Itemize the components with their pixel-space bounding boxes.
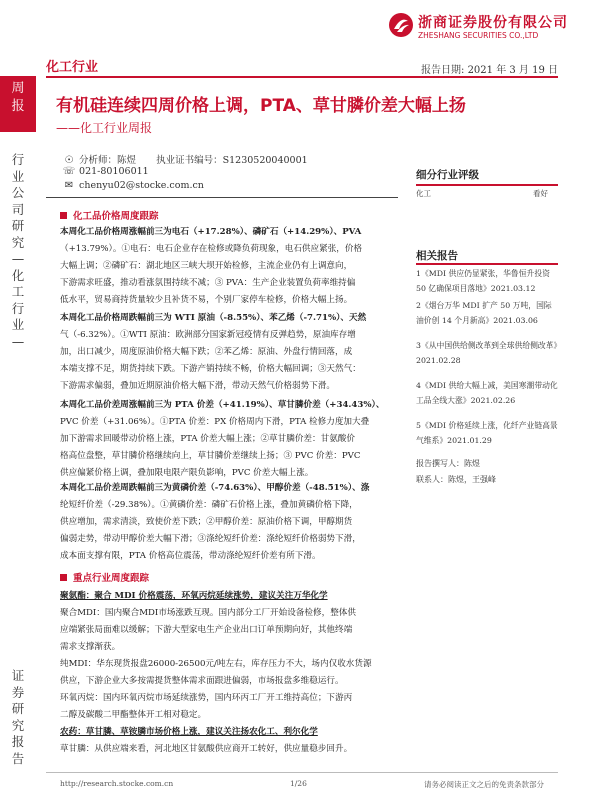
para-line: 大幅上调；②磷矿石：湖北地区三峡大坝开始检修，主流企业仍有上调意向， bbox=[60, 261, 353, 271]
rating-heading: 细分行业评级 bbox=[416, 169, 479, 181]
analyst-phone-row bbox=[62, 166, 149, 177]
para-line: 二醇及碳酸二甲酯整体开工相对稳定。 bbox=[60, 710, 207, 720]
section-industry-tracking-heading: 重点行业周度跟踪 bbox=[60, 570, 149, 584]
para-line: 应端紧张局面难以缓解；下游大型家电生产企业出口订单预期向好，其他终端 bbox=[60, 625, 353, 635]
weekly-label: 周 报 bbox=[11, 81, 25, 114]
rating-value: 看好 bbox=[533, 189, 548, 198]
related-report-4[interactable]: 4《MDI 供给大幅上减，美国寒潮带动化工品全线大涨》2021.02.26 bbox=[416, 381, 558, 405]
para-line: 需求支撑渐获。 bbox=[60, 642, 121, 652]
report-writer: 报告撰写人：陈煜 bbox=[416, 459, 480, 468]
side-category: 行 业 公 司 研 究 — 化 工 行 业 — bbox=[11, 152, 25, 349]
analyst-name: 分析师：陈煜 bbox=[79, 155, 137, 166]
para-line: 聚氨酯：聚合 MDI 价格震荡，环氧丙烷延续涨势，建议关注万华化学 bbox=[60, 591, 328, 601]
paragraph-price-gainers bbox=[60, 224, 402, 309]
report-subtitle: ——化工行业周报 bbox=[56, 121, 153, 135]
analyst-divider bbox=[46, 197, 398, 198]
analyst-cert: 执业证书编号：S1230520040001 bbox=[156, 155, 308, 166]
para-line: 偏弱走势，带动甲醇价差大幅下滑；③涤纶短纤价差：涤纶短纤价格弱势下滑， bbox=[60, 534, 361, 544]
report-title: 有机硅连续四周价格上调，PTA、草甘膦价差大幅上扬 bbox=[56, 96, 466, 116]
analyst-email[interactable]: chenyu02@stocke.com.cn bbox=[79, 180, 204, 191]
para-line: 下游需求偏弱，叠加近期原油价格大幅下滑，带动天然气价格弱势下滑。 bbox=[60, 381, 336, 391]
paragraph-spread-gainers bbox=[60, 397, 402, 482]
para-line: 供应偏紧价格上调，叠加限电限产限负影响，PVC 价差大幅上涨。 bbox=[60, 468, 314, 478]
rating-divider bbox=[416, 184, 558, 186]
para-line: 加下游需求回暖带动价格上涨，PTA 价差大幅上涨；②草甘膦价差：甘氨酸价 bbox=[60, 434, 355, 444]
footer-divider bbox=[46, 772, 558, 773]
para-line: 本周化工品价差周涨幅前三为 PTA 价差（+41.19%）、草甘膦价差（+34.43%）、 bbox=[60, 400, 385, 410]
related-divider bbox=[416, 263, 558, 265]
report-date: 报告日期: 2021 年 3 月 19 日 bbox=[421, 65, 558, 76]
para-line: 下游需求旺盛，推动看涨氛围持续不减；③ PVA：生产企业装置负荷率维持偏 bbox=[60, 278, 356, 288]
para-line: 成本面支撑有限，PTA 价格高位震荡，带动涤纶短纤价差有所下滑。 bbox=[60, 551, 321, 561]
para-line: 本周化工品价格周跌幅前三为 WTI 原油（-8.55%）、苯乙烯（-7.71%）、天然 bbox=[60, 313, 367, 323]
industry-label: 化工行业 bbox=[46, 60, 99, 75]
person-icon: ☉ bbox=[64, 155, 74, 166]
para-line: 气（-6.32%）。①WTI 原油：欧洲部分国家新冠疫情有反弹趋势，原油库存增 bbox=[60, 330, 356, 340]
para-line: 农药：草甘膦、草铵膦市场价格上涨，建议关注扬农化工、利尔化学 bbox=[60, 727, 318, 737]
side-report-type: 证 券 研 究 报 告 bbox=[11, 668, 25, 766]
para-line: 低水平，贸易商持货量较少且补货不易，个别厂家停车检修，价格大幅上扬。 bbox=[60, 295, 353, 305]
para-line: 本端支撑不足，期货持续下跌。下游产销持续不畅，价格大幅回调；③天然气： bbox=[60, 364, 361, 374]
footer-url[interactable]: http://research.stocke.com.cn bbox=[60, 779, 174, 788]
related-report-5[interactable]: 5《MDI 价格延续上涨，化纤产业链高景气维系》2021.01.29 bbox=[416, 421, 558, 445]
para-line: 供应，下游企业大多按需提货整体需求面跟进偏弱，市场报盘多维稳运行。 bbox=[60, 676, 344, 686]
para-line: 聚合MDI：国内聚合MDI市场涨跌互现。国内部分工厂开始设备检修，整体供 bbox=[60, 608, 356, 618]
para-line: 草甘膦：从供应端来看，河北地区甘氨酸供应商开工转好，供应量稳步回升。 bbox=[60, 744, 353, 754]
para-line: 本周化工品价差周跌幅前三为黄磷价差（-74.63%）、甲醇价差（-48.51%）、涤 bbox=[60, 483, 370, 493]
paragraph-price-losers bbox=[60, 310, 402, 395]
analyst-name-row bbox=[62, 152, 308, 166]
mail-icon: ✉ bbox=[64, 180, 74, 191]
related-heading: 相关报告 bbox=[416, 250, 458, 262]
company-name-cn: 浙商证券股份有限公司 bbox=[418, 15, 568, 31]
analyst-phone: 021-80106011 bbox=[79, 166, 149, 177]
para-line: 供应增加，需求清淡，致使价差下跌；②甲醇价差：原油价格下调，甲醇期货 bbox=[60, 517, 353, 527]
para-line: 纶短纤价差（-29.38%）。①黄磷价差：磷矿石价格上涨，叠加黄磷价格下降， bbox=[60, 500, 358, 510]
para-line: PVC 价差（+31.06%）。①PTA 价差：PX 价格周内下滑，PTA 检修力度加大叠 bbox=[60, 417, 370, 427]
phone-icon: ☏ bbox=[62, 166, 76, 177]
company-name-en: ZHESHANG SECURITIES CO.,LTD bbox=[418, 31, 539, 40]
para-line: 格高位盘整，草甘膦价格继续向上，草甘膦价差继续上扬；③ PVC 价差：PVC bbox=[60, 451, 361, 461]
page-number: 1/26 bbox=[290, 779, 307, 788]
related-report-3[interactable]: 3《从中国供给侧改革到全球供给侧改革》2021.02.28 bbox=[416, 341, 558, 365]
company-logo-icon bbox=[388, 12, 414, 38]
para-line: 环氧丙烷：国内环氧丙烷市场延续涨势，国内环丙工厂开工维持高位；下游丙 bbox=[60, 693, 353, 703]
header-divider bbox=[46, 76, 558, 78]
paragraph-polyurethane bbox=[60, 588, 402, 758]
section-price-tracking-heading: 化工品价格周度跟踪 bbox=[60, 208, 159, 222]
related-report-1[interactable]: 1《MDI 供应仍显紧张，华鲁恒升投资 50 亿确保项目落地》2021.03.12 bbox=[416, 269, 550, 293]
related-report-2[interactable]: 2《烟台万华 MDI 扩产 50 万吨，国际油价创 14 个月新高》2021.03.06 bbox=[416, 301, 552, 325]
para-line: 本周化工品价格周涨幅前三为电石（+17.28%）、磷矿石（+14.29%）、PVA bbox=[60, 227, 362, 237]
para-line: 纯MDI：华东现货报盘26000-26500元/吨左右，库存压力不大，场内仅收水货源 bbox=[60, 659, 372, 669]
disclaimer-note: 请务必阅读正文之后的免责条款部分 bbox=[424, 780, 544, 789]
rating-sector: 化工 bbox=[416, 189, 431, 198]
report-contact: 联系人：陈煜，王强峰 bbox=[416, 475, 496, 484]
para-line: （+13.79%）。①电石：电石企业存在检修或降负荷现象，电石供应紧张，价格 bbox=[60, 244, 363, 254]
analyst-email-row bbox=[62, 180, 204, 191]
paragraph-spread-losers bbox=[60, 480, 402, 565]
para-line: 加，出口减少，周度原油价格大幅下跌；②苯乙烯：原油、外盘行情回落，成 bbox=[60, 347, 353, 357]
